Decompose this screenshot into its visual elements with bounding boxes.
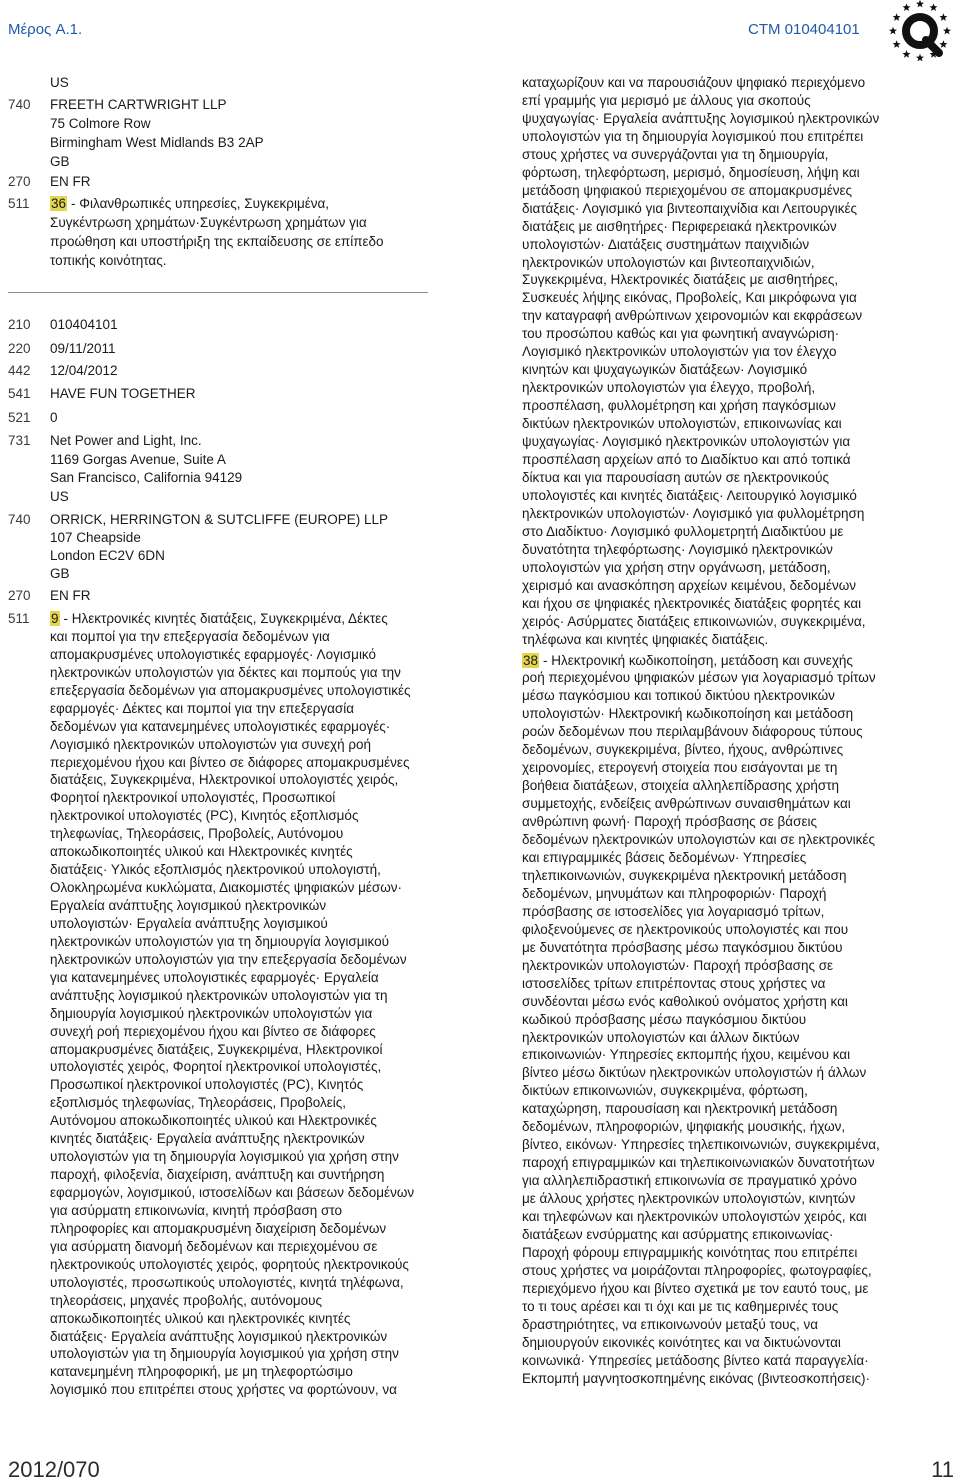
goods-line: δίκτυα και για παρουσίαση αυτών σε ηλεκτρονικούς: [522, 469, 829, 485]
inid-code-270: 270: [8, 174, 31, 189]
goods-line: δεδομένων για κατανεμημένες υπολογιστικές εφαρμογές·: [50, 718, 391, 734]
goods-line: πρόσβασης σε ιστοσελίδες για λογαριασμό τρίτων,: [522, 903, 825, 919]
filing-number-row: [8, 316, 118, 334]
ohim-logo-svg: [882, 0, 958, 64]
languages-row: [8, 587, 91, 605]
publication-date-row: [8, 362, 118, 380]
address-line: Birmingham West Midlands B3 2AP: [50, 135, 264, 150]
goods-line: δεδομένων, συγκεκριμένα, βίντεο, ήχους, ανθρώπινες: [522, 742, 844, 758]
goods-line: ηλεκτρονικούς υπολογιστές χειρός, φορητούς ηλεκτρονικούς: [50, 1256, 409, 1272]
logo-star: [893, 40, 901, 48]
goods-services-text: [50, 610, 414, 1399]
goods-line: ηλεκτρονικών υπολογιστών για την επεξεργασία δεδομένων: [50, 951, 407, 967]
goods-line: για ασύρματη διανομή δεδομένων και περιεχομένου σε: [50, 1238, 378, 1254]
goods-line: ιστοσελίδες τρίτων επιτρέποντας στους χρήστες να: [522, 975, 826, 991]
goods-line: καταχώρηση, παρουσίαση και ηλεκτρονική μετάδοση: [522, 1101, 838, 1117]
goods-line: δεδομένων ηλεκτρονικών υπολογιστών και σε ηλεκτρονικές: [522, 832, 875, 848]
inid-code-270: 270: [8, 588, 31, 603]
goods-line: ηλεκτρονικοί υπολογιστές (PC), Κινητός εξοπλισμός: [50, 808, 359, 824]
goods-line: τηλεοράσεις, μηχανές προβολής, αυτόνομους: [50, 1292, 323, 1308]
goods-line: υπολογιστών· Διατάξεις συστημάτων παιχνιδιών: [522, 236, 810, 252]
goods-line: Παροχή φόρουμ επιγραμμικής κοινότητας που επιτρέπει: [522, 1244, 858, 1260]
goods-line: επί γραμμής για μερισμό με άλλους για σκοπούς: [522, 92, 811, 108]
publication-date: 12/04/2012: [50, 363, 118, 378]
goods-line: ηλεκτρονικών υπολογιστών και βιντεοπαιχνιδιών,: [522, 254, 815, 270]
logo-center: [915, 26, 925, 36]
mark-type-row: [8, 409, 58, 427]
goods-class-lines: [50, 628, 414, 1399]
logo-star: [939, 13, 947, 21]
goods-line: ηλεκτρονικών υπολογιστών για δέκτες και πομπούς για την: [50, 664, 401, 680]
languages-value: EN FR: [50, 174, 91, 189]
mark-text: HAVE FUN TOGETHER: [50, 386, 196, 401]
goods-line: προσπέλαση αρχείων από το Διαδίκτυο και από τοπικά: [522, 452, 851, 468]
goods-services-text: [50, 194, 384, 270]
inid-code-731: 731: [8, 433, 31, 448]
goods-line: και τηλεφώνων και ηλεκτρονικών υπολογιστών χειρός, και: [522, 1209, 867, 1225]
goods-line: προσπέλαση, φυλλομέτρηση και χρήση παγκόσμιων: [522, 398, 836, 414]
goods-line: διατάξεις· Λογισμικό για βιντεοπαιχνίδια και Λειτουργικές: [522, 200, 858, 216]
goods-line: δημιουργούν εικονικές κοινότητες και να δικτυώνονται: [522, 1334, 841, 1350]
representative-address: [50, 95, 264, 171]
goods-line: απομακρυσμένες διατάξεις, Συγκεκριμένα, Ηλεκτρονικοί: [50, 1041, 383, 1057]
representative-row: [8, 511, 388, 583]
goods-class-first-line: [50, 194, 384, 213]
address-line: FREETH CARTWRIGHT LLP: [50, 97, 227, 112]
goods-line: Εκπομπή μαγνητοσκοπημένης εικόνας (βιντεοσκοπήσεις)·: [522, 1370, 871, 1386]
address-line: GB: [50, 154, 70, 169]
goods-line: παροχή, φιλοξενία, διαχείριση, ανάπτυξη και συντήρηση: [50, 1167, 385, 1183]
entry-divider: [8, 292, 428, 293]
address-line: 107 Cheapside: [50, 530, 141, 545]
goods-line: περιεχόμενο ήχου και βίντεο σχετικά με τον εαυτό τους, με: [522, 1280, 869, 1296]
goods-line: το τι τους αρέσει και τι όχι και με τις καθημερινές τους: [522, 1298, 839, 1314]
mark-row: [8, 385, 196, 403]
goods-class-lines: [522, 669, 880, 1387]
class-first-line-text: - Ηλεκτρονικές κινητές διατάξεις, Συγκεκριμένα, Δέκτες: [63, 611, 388, 626]
inid-code-740: 740: [8, 512, 31, 527]
logo-star: [916, 0, 924, 7]
address-line: San Francisco, California 94129: [50, 470, 243, 486]
goods-services-row-previous: [8, 194, 384, 270]
goods-line: δραστηριότητες, να επικοινωνούν μεταξύ τους, να: [522, 1316, 819, 1332]
goods-line: ηλεκτρονικών υπολογιστών για τη δημιουργία λογισμικού: [50, 933, 389, 949]
logo-star: [943, 27, 951, 35]
address-line: Net Power and Light, Inc.: [50, 433, 202, 448]
goods-line: συνδέονται μέσω ενός καθολικού ονόματος χρήστη και: [522, 993, 848, 1009]
goods-line: συμμετοχής, ενδείξεις ανθρώπινων συναισθημάτων και: [522, 796, 851, 812]
page-number: 11: [931, 1457, 954, 1482]
issue-number: 2012/070: [8, 1457, 100, 1482]
inid-code-210: 210: [8, 317, 31, 332]
inid-code-541: 541: [8, 386, 31, 401]
goods-line: ροή περιεχομένου ψηφιακών μέσων για λογαριασμό τρίτων: [522, 670, 876, 686]
goods-line: και επιγραμμικές βάσεις δεδομένων· Υπηρεσίες: [522, 849, 807, 865]
goods-line: κινητών και ψυχαγωγικών διατάξεων· Λογισμικό: [522, 362, 808, 378]
goods-line: εφαρμογών, λογισμικού, ιστοσελίδων και βάσεων δεδομένων: [50, 1185, 415, 1200]
goods-line: υπολογιστών για τη δημιουργία λογισμικού που επιτρέπει: [522, 128, 864, 144]
goods-line: ηλεκτρονικών υπολογιστών· Παροχή πρόσβασης σε: [522, 957, 834, 973]
goods-line: μέσω παγκόσμιου και τοπικού δικτύου ηλεκτρονικών: [522, 688, 835, 704]
goods-line: και ήχου σε ψηφιακές ηλεκτρονικές διατάξεις φορητές και: [522, 595, 862, 611]
logo-star: [893, 13, 901, 21]
goods-line: με δυνατότητα πρόσβασης μέσω παγκόσμιου δικτύου: [522, 939, 843, 955]
goods-line: τηλεπικοινωνιών, συγκεκριμένα ηλεκτρονική μετάδοση: [522, 867, 847, 883]
goods-line: Λογισμικό ηλεκτρονικών υπολογιστών για τον έλεγχο: [522, 344, 837, 360]
ohim-logo-icon: [882, 0, 958, 64]
goods-class-9-continued: [522, 74, 880, 649]
goods-line: δικτύων επικοινωνιών, συγκεκριμένα, φόρτωση,: [522, 1083, 808, 1099]
address-line: GB: [50, 566, 70, 581]
goods-line: υπολογιστών για χρήση στην οργάνωση, μετάδοση,: [522, 559, 831, 575]
goods-line: δεδομένων, μηνυμάτων και πληροφοριών· Παροχή: [522, 885, 827, 901]
address-line: London EC2V 6DN: [50, 548, 165, 563]
logo-star: [916, 54, 924, 62]
goods-line: κωδικού πρόσβασης μέσω παγκόσμιου δικτύου: [522, 1011, 807, 1027]
goods-line: κοινωνικά· Υπηρεσίες μετάδοσης βίντεο κατά παραγγελία·: [522, 1352, 869, 1368]
inid-code-740: 740: [8, 97, 31, 112]
representative-row-previous: [8, 95, 264, 171]
goods-line: ψυχαγωγίας· Λογισμικό ηλεκτρονικών υπολογιστών για: [522, 434, 851, 450]
goods-line: Ολοκληρωμένα κυκλώματα, Διακομιστές ψηφιακών μέσων·: [50, 880, 403, 896]
goods-line: υπολογιστές, προσωπικούς υπολογιστές, κινητά τηλέφωνα,: [50, 1274, 404, 1290]
inid-code-511: 511: [8, 196, 30, 211]
applicant-address: [50, 432, 242, 507]
goods-line: ανάπτυξης λογισμικού ηλεκτρονικών υπολογιστών για τη: [50, 987, 388, 1003]
logo-star: [939, 40, 947, 48]
goods-line: διατάξεων ενσύρματης και ασύρματης επικοινωνίας·: [522, 1227, 834, 1242]
goods-line: εξοπλισμός τηλεφωνίας, Τηλεοράσεις, Προβολείς,: [50, 1095, 347, 1111]
goods-line: περιεχομένου ήχου και βίντεο σε διάφορες απομακρυσμένες: [50, 754, 410, 770]
logo-star: [903, 50, 911, 58]
goods-line: τηλεφωνίας, Τηλεοράσεις, Προβολείς, Αυτόνομου: [50, 826, 344, 842]
goods-line: δικτύων ηλεκτρονικών υπολογιστών, επικοινωνίας και: [522, 416, 842, 432]
goods-line: στους χρήστες να συνεργάζονται για τη δημιουργία,: [522, 146, 829, 162]
goods-line: ηλεκτρονικών υπολογιστών· Λογισμικό για φυλλομέτρηση: [522, 505, 865, 521]
logo-star: [889, 27, 897, 35]
languages-value: EN FR: [50, 588, 91, 603]
applicant-country: US: [50, 75, 69, 90]
goods-line: καταχωρίζουν και να παρουσιάζουν ψηφιακό περιεχόμενο: [522, 75, 866, 90]
filing-number: 010404101: [50, 317, 118, 332]
goods-line: διατάξεις με αισθητήρες· Περιφερειακά ηλεκτρονικών: [522, 218, 837, 234]
goods-line: υπολογιστών για τη δημιουργία λογισμικού για χρήση στην: [50, 1149, 399, 1165]
goods-line: υπολογιστές και κινητές διατάξεις· Λειτουργικό λογισμικό: [522, 487, 857, 503]
class-first-line-text: - Ηλεκτρονική κωδικοποίηση, μετάδοση και συνεχής: [543, 652, 853, 668]
goods-line: του προσώπου καθώς και για φωνητική αναγνώριση·: [522, 326, 840, 342]
goods-line: διατάξεις· Υλικός εξοπλισμός ηλεκτρονικού υπολογιστή,: [50, 862, 381, 878]
goods-line: υπολογιστών για τη δημιουργία λογισμικού για χρήση στην: [50, 1346, 399, 1362]
goods-line: υπολογιστών· Εργαλεία ανάπτυξης λογισμικού: [50, 915, 328, 931]
goods-line: παροχή επιγραμμικών και τηλεπικοινωνιακών δυνατοτήτων: [522, 1155, 875, 1171]
inid-code-442: 442: [8, 363, 31, 378]
goods-line: και πομποί για την επεξεργασία δεδομένων για: [50, 628, 330, 644]
mark-type-value: 0: [50, 410, 58, 425]
goods-line: διατάξεις· Εργαλεία ανάπτυξης λογισμικού ηλεκτρονικών: [50, 1328, 388, 1344]
goods-line: κινητές διατάξεις· Εργαλεία ανάπτυξης ηλεκτρονικών: [50, 1131, 365, 1147]
goods-line: Συγκεκριμένα, Ηλεκτρονικές διατάξεις με αισθητήρες,: [522, 272, 839, 288]
goods-line: ηλεκτρονικών υπολογιστών και άλλων δικτύων: [522, 1029, 800, 1045]
logo-tail: [926, 40, 939, 53]
goods-line: ψυχαγωγίας· Εργαλεία ανάπτυξης λογισμικού ηλεκτρονικών: [522, 110, 880, 126]
goods-line: ανθρώπινη φωνή· Παροχή πρόσβασης σε βάσεις: [522, 814, 817, 830]
goods-line: Εργαλεία ανάπτυξης λογισμικού ηλεκτρονικών: [50, 898, 327, 913]
goods-line: Συσκευές λήψης εικόνας, Προβολείς, Και μικρόφωνα για: [522, 290, 857, 306]
goods-line: στο Διαδίκτυο· Λογισμικό φυλλομετρητή Διαδικτύου με: [522, 523, 844, 539]
goods-class-first-line: [50, 610, 414, 628]
goods-services-row: [8, 610, 414, 1399]
goods-line: Συγκέντρωση χρημάτων·Συγκέντρωση χρημάτων για: [50, 215, 367, 230]
right-column: [522, 74, 880, 1388]
goods-line: στους χρήστες να μοιράζονται πληροφορίες, φωτογραφίες,: [522, 1262, 872, 1278]
goods-line: βοήθεια διατάξεων, στοιχεία αλληλεπίδρασης χρήστη: [522, 778, 840, 794]
goods-line: δημιουργία λογισμικού ηλεκτρονικών υπολογιστών για: [50, 1005, 373, 1021]
goods-class-38: [522, 652, 880, 1388]
goods-line: Λογισμικό ηλεκτρονικών υπολογιστών για συνεχή ροή: [50, 736, 372, 752]
filing-date: 09/11/2011: [50, 341, 116, 356]
goods-line: φόρτωση, τηλεφόρτωση, μερισμό, δημοσίευση, λήψη και: [522, 164, 860, 180]
goods-line: τοπικής κοινότητας.: [50, 253, 167, 268]
goods-line: χειρός· Ασύρματες διατάξεις επικοινωνιών, συγκεκριμένα,: [522, 613, 866, 629]
goods-line: χειρονομίες, ετερογενή στοιχεία που εισάγονται με τη: [522, 760, 838, 776]
inid-code-511: 511: [8, 611, 30, 626]
goods-line: την καταγραφή ανθρώπινων χειρονομιών και εκφράσεων: [522, 308, 863, 324]
goods-line: αποκωδικοποιητές υλικού και ηλεκτρονικές κινητές: [50, 1310, 351, 1326]
goods-line: επεξεργασία δεδομένων για απομακρυσμένες υπολογιστικές: [50, 682, 411, 698]
filing-date-row: [8, 340, 116, 358]
inid-code-220: 220: [8, 341, 31, 356]
class-number-badge: 36: [51, 196, 67, 211]
applicant-row: [8, 432, 242, 507]
class-first-line-text: - Φιλανθρωπικές υπηρεσίες, Συγκεκριμένα,: [71, 196, 330, 211]
goods-line: χειρισμό και ανασκόπηση αρχείων κειμένου, δεδομένων: [522, 577, 857, 593]
ctm-reference: CTM 010404101: [748, 21, 860, 38]
goods-line: λογισμικό που επιτρέπει στους χρήστες να φορτώνουν, να: [50, 1382, 397, 1398]
class-number-badge: 38: [523, 652, 539, 668]
goods-line: βίντεο, εικόνων· Υπηρεσίες τηλεπικοινωνιών, συγκεκριμένα,: [522, 1137, 880, 1153]
class-number-badge: 9: [51, 611, 59, 626]
goods-line: Προσωπικοί ηλεκτρονικοί υπολογιστές (PC), Κινητός: [50, 1077, 364, 1093]
address-line: US: [50, 489, 69, 505]
section-label: Μέρος A.1.: [8, 21, 83, 38]
inid-code-521: 521: [8, 410, 31, 425]
goods-line: δεδομένων, πληροφοριών, ψηφιακής μουσικής, ήχων,: [522, 1119, 846, 1135]
address-line: 1169 Gorgas Avenue, Suite A: [50, 451, 226, 467]
goods-line: μετάδοση ψηφιακού περιεχομένου σε απομακρυσμένες: [522, 182, 853, 198]
goods-line: υπολογιστών· Ηλεκτρονική κωδικοποίηση και μετάδοση: [522, 706, 854, 722]
logo-star: [903, 3, 911, 11]
goods-line: δυνατότητα τηλεφόρτωσης· Λογισμικό ηλεκτρονικών: [522, 541, 833, 557]
goods-line: συνεχή ροή περιεχομένου ήχου και βίντεο σε διάφορες: [50, 1023, 376, 1039]
address-line: ORRICK, HERRINGTON & SUTCLIFFE (EUROPE) LLP: [50, 512, 389, 527]
goods-line: φιλοξενούμενες σε ηλεκτρονικούς υπολογιστές και που: [522, 921, 849, 937]
representative-address: [50, 511, 388, 583]
goods-line: για κατανεμημένες υπολογιστικές εφαρμογές· Εργαλεία: [50, 969, 379, 985]
address-line: 75 Colmore Row: [50, 116, 151, 131]
goods-line: ροών δεδομένων που περιλαμβάνουν διάφορους τύπους: [522, 724, 863, 740]
logo-star: [930, 3, 938, 11]
goods-line: βίντεο μέσω δικτύων ηλεκτρονικών υπολογιστών ή άλλων: [522, 1065, 867, 1081]
goods-line: επικοινωνιών· Υπηρεσίες εκπομπής ήχου, κειμένου και: [522, 1047, 851, 1063]
goods-line: Φορητοί ηλεκτρονικοί υπολογιστές, Προσωπικοί: [50, 790, 336, 806]
goods-line: πληροφορίες και απομακρυσμένη διαχείριση δεδομένων: [50, 1220, 387, 1236]
goods-line: Αυτόνομου αποκωδικοποιητές υλικού και Ηλεκτρονικές: [50, 1113, 377, 1129]
goods-line: κατανεμημένη πληροφορική, με μη τηλεφορτώσιμο: [50, 1364, 353, 1380]
goods-line: για αλληλεπιδραστική επικοινωνία σε πραγματικό χρόνο: [522, 1173, 857, 1189]
goods-line: ηλεκτρονικών υπολογιστών για έλεγχο, προβολή,: [522, 380, 816, 396]
goods-line: για ασύρματη επικοινωνία, κινητή πρόσβαση στο: [50, 1202, 343, 1218]
applicant-address-tail-row: [8, 74, 69, 92]
languages-row-previous: [8, 173, 91, 191]
goods-line: με άλλους χρήστες ηλεκτρονικών υπολογιστών, κινητών: [522, 1191, 856, 1207]
goods-line: διατάξεις, Συγκεκριμένα, Ηλεκτρονικοί υπολογιστές χειρός,: [50, 772, 399, 788]
goods-line: προώθηση και υποστήριξη της εκπαίδευσης σε επίπεδο: [50, 234, 384, 249]
goods-line: τηλέφωνα και κινητές ψηφιακές διατάξεις.: [522, 631, 769, 647]
goods-line: υπολογιστές χειρός, Φορητοί ηλεκτρονικοί υπολογιστές,: [50, 1059, 382, 1075]
goods-line: εφαρμογές· Δέκτες και πομποί για την επεξεργασία: [50, 700, 355, 716]
goods-class-lines: [50, 213, 384, 270]
goods-line: απομακρυσμένες υπολογιστικές εφαρμογές· Λογισμικό: [50, 646, 377, 662]
goods-class-first-line: [522, 652, 880, 670]
goods-line: αποκωδικοποιητές υλικού και Ηλεκτρονικές κινητές: [50, 844, 353, 860]
